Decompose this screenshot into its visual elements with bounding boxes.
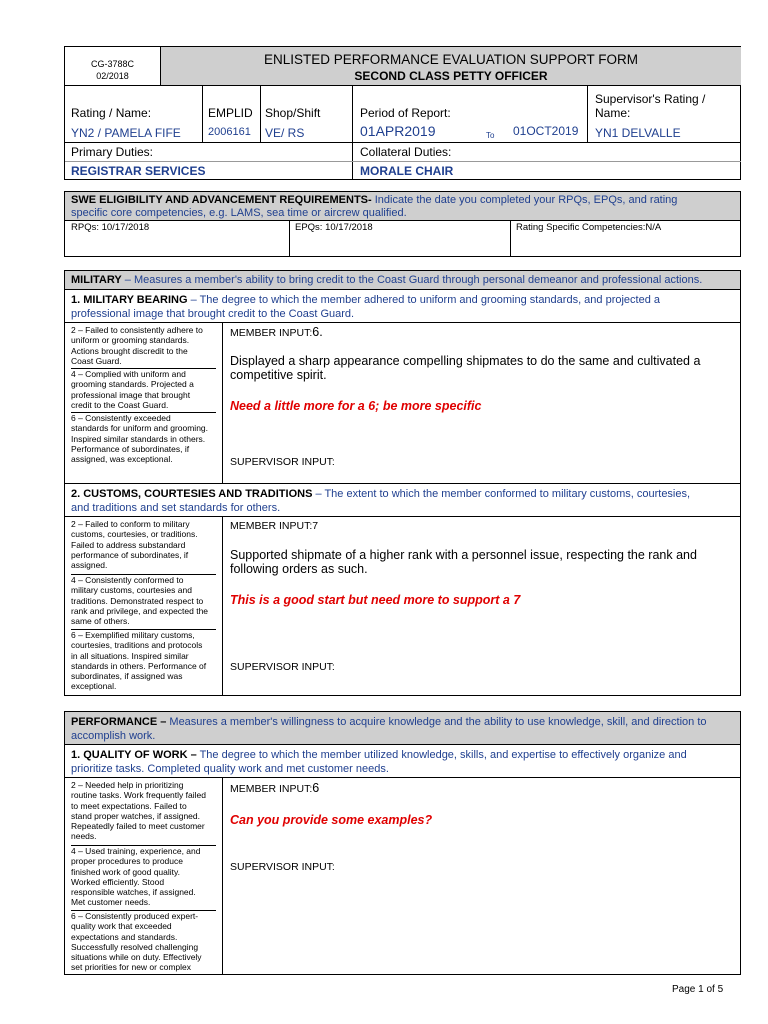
bearing-supervisor-input[interactable]: SUPERVISOR INPUT:	[230, 456, 335, 468]
quality-member-score: 6	[312, 781, 320, 795]
competencies-field[interactable]: Rating Specific Competencies:N/A	[516, 222, 662, 233]
customs-c4-line: same of others.	[71, 616, 130, 627]
bearing-desc-2: professional image that brought credit to the Coast Guard.	[71, 308, 355, 320]
period-from: 01APR2019	[360, 123, 436, 139]
customs-c6-line: subordinates, if assigned was	[71, 671, 183, 682]
quality-c2-line: 2 – Needed help in prioritizing	[71, 780, 184, 790]
performance-heading-text: PERFORMANCE –	[71, 716, 167, 728]
customs-desc-2: and traditions and set standards for others.	[71, 502, 281, 514]
quality-criteria-4	[71, 846, 221, 908]
customs-member-input[interactable]	[230, 520, 735, 607]
quality-c2-line: routine tasks. Work frequently failed	[71, 790, 206, 801]
performance-block	[64, 711, 741, 975]
bearing-title-line	[71, 294, 660, 306]
bearing-c4-line: 4 – Complied with uniform and	[71, 369, 186, 379]
form-date: 02/2018	[96, 71, 129, 81]
military-description: – Measures a member's ability to bring credit to the Coast Guard through personal demeanor and professional actions.	[124, 274, 703, 286]
primary-duties-value: REGISTRAR SERVICES	[71, 164, 206, 178]
quality-c6-line: set priorities for new or complex	[71, 962, 191, 973]
swe-instruction-1: Indicate the date you completed your RPQs, EPQs, and rating	[374, 194, 678, 206]
performance-desc-1: Measures a member's willingness to acquire knowledge and the ability to use knowledge, skill, and direction to	[169, 716, 707, 728]
period-to: 01OCT2019	[513, 124, 579, 138]
quality-comment: Can you provide some examples?	[230, 813, 433, 827]
bearing-c4-line: grooming standards. Projected a	[71, 379, 194, 390]
quality-desc-1: The degree to which the member utilized knowledge, skills, and expertise to effectively organize and	[199, 749, 687, 761]
shift-value: VE/ RS	[265, 126, 305, 140]
customs-comment: This is a good start but need more to support a 7	[230, 593, 521, 607]
performance-desc-2: accomplish work.	[71, 730, 156, 742]
bearing-member-text-2: competitive spirit.	[230, 368, 327, 382]
bearing-member-input[interactable]	[230, 325, 735, 413]
quality-c2-line: needs.	[71, 831, 97, 842]
bearing-member-text-1: Displayed a sharp appearance compelling shipmates to do the same and cultivated a	[230, 354, 701, 368]
bearing-c2-line: Coast Guard.	[71, 355, 122, 366]
customs-c2-line: assigned.	[71, 560, 108, 571]
bearing-criteria-2	[71, 325, 221, 366]
customs-criteria-6	[71, 630, 221, 692]
customs-c4-line: traditions. Demonstrated respect to	[71, 595, 204, 606]
quality-supervisor-input[interactable]: SUPERVISOR INPUT:	[230, 861, 335, 873]
bearing-c4-line: professional image that brought	[71, 389, 191, 400]
quality-title-line	[71, 749, 687, 761]
bearing-comment: Need a little more for a 6; be more specific	[230, 399, 482, 413]
quality-c2-line: to meet expectations. Failed to	[71, 800, 187, 811]
quality-c4-line: 4 – Used training, experience, and	[71, 846, 201, 856]
bearing-desc-1: – The degree to which the member adhered to uniform and grooming standards, and projected a	[190, 294, 661, 306]
customs-c2-line: performance of subordinates, if	[71, 549, 189, 560]
epqs-field[interactable]: EPQs: 10/17/2018	[295, 222, 373, 233]
quality-c4-line: Met customer needs.	[71, 897, 151, 908]
bearing-c6-line: assigned, was exceptional.	[71, 454, 173, 465]
quality-c2-line: stand proper watches, if assigned.	[71, 810, 200, 821]
period-label: Period of Report:	[360, 106, 451, 120]
collateral-duties-value: MORALE CHAIR	[360, 164, 454, 178]
customs-c6-line: courtesies, traditions and protocols	[71, 640, 203, 651]
bearing-member-score: 6.	[312, 325, 323, 339]
quality-c6-line: expectations and standards.	[71, 931, 178, 942]
customs-criteria-4	[71, 575, 221, 626]
bearing-member-label: MEMBER INPUT:	[230, 327, 313, 339]
supervisor-label: Supervisor's Rating / Name:	[595, 92, 706, 120]
primary-duties-label: Primary Duties:	[71, 145, 154, 159]
quality-c6-line: quality work that exceeded	[71, 921, 172, 932]
quality-c4-line: Worked efficiently. Stood	[71, 876, 165, 887]
info-block	[64, 85, 741, 180]
quality-c2-line: Repeatedly failed to meet customer	[71, 821, 205, 832]
customs-c6-line: exceptional.	[71, 681, 117, 692]
customs-title-line	[71, 488, 690, 500]
bearing-c6-line: standards for uniform and grooming.	[71, 423, 209, 434]
bearing-c6-line: 6 – Consistently exceeded	[71, 413, 171, 423]
bearing-criteria-4	[71, 369, 221, 410]
form-title: ENLISTED PERFORMANCE EVALUATION SUPPORT FORM	[263, 52, 639, 67]
military-heading-text: MILITARY	[71, 274, 122, 286]
customs-member-text-1: Supported shipmate of a higher rank with a personnel issue, respecting the rank and	[230, 548, 697, 562]
military-heading	[71, 274, 702, 286]
quality-c6-line: Successfully resolved challenging	[71, 941, 199, 952]
customs-c2-line: Failed to address substandard	[71, 539, 186, 550]
emplid-label: EMPLID	[208, 106, 253, 120]
bearing-title: 1. MILITARY BEARING	[71, 294, 188, 306]
customs-member-label: MEMBER INPUT:7	[230, 520, 319, 532]
customs-c4-line: rank and privilege, and expected the	[71, 605, 209, 616]
quality-c4-line: finished work of good quality.	[71, 866, 180, 877]
bearing-c2-line: uniform or grooming standards.	[71, 335, 190, 346]
shift-label: Shop/Shift	[265, 106, 321, 120]
page-number: Page 1 of 5	[672, 984, 724, 995]
customs-member-text-2: following orders as such.	[230, 562, 368, 576]
customs-title: 2. CUSTOMS, COURTESIES AND TRADITIONS	[71, 488, 313, 500]
swe-heading-text: SWE ELIGIBILITY AND ADVANCEMENT REQUIREMENTS-	[71, 194, 372, 206]
customs-supervisor-input[interactable]: SUPERVISOR INPUT:	[230, 661, 335, 673]
header-block	[64, 46, 741, 86]
bearing-c4-line: credit to the Coast Guard.	[71, 399, 169, 410]
military-block	[64, 270, 741, 696]
customs-c4-line: military customs, courtesies and	[71, 585, 192, 596]
customs-c6-line: 6 – Exemplified military customs,	[71, 630, 195, 640]
emplid-value: 2006161	[208, 126, 251, 138]
quality-c4-line: responsible watches, if assigned.	[71, 887, 196, 898]
quality-desc-2: prioritize tasks. Completed quality work and met customer needs.	[71, 763, 389, 775]
period-to-label: To	[486, 131, 495, 140]
bearing-c2-line: 2 – Failed to consistently adhere to	[71, 325, 203, 335]
swe-heading	[71, 194, 736, 207]
quality-member-label: MEMBER INPUT:	[230, 783, 313, 795]
bearing-c6-line: Performance of subordinates, if	[71, 443, 190, 454]
quality-criteria-2	[71, 780, 221, 842]
customs-criteria-2	[71, 519, 221, 570]
collateral-duties-label: Collateral Duties:	[360, 145, 452, 159]
swe-instruction-2: specific core competencies, e.g. LAMS, sea time or aircrew qualified.	[71, 207, 407, 219]
customs-c6-line: in all situations. Inspired similar	[71, 650, 189, 661]
customs-c2-line: customs, courtesies, or traditions.	[71, 529, 198, 540]
form-id: CG-3788C	[90, 59, 135, 69]
bearing-c2-line: Actions brought discredit to the	[71, 345, 188, 356]
bearing-c6-line: Inspired similar standards in others.	[71, 433, 206, 444]
customs-desc-1: – The extent to which the member conformed to military customs, courtesies,	[315, 488, 691, 500]
rating-label: Rating / Name:	[71, 106, 152, 120]
quality-c6-line: 6 – Consistently produced expert-	[71, 911, 199, 921]
performance-heading	[71, 716, 707, 728]
quality-criteria-6	[71, 911, 221, 973]
bearing-criteria-6	[71, 413, 221, 464]
quality-title: 1. QUALITY OF WORK –	[71, 749, 197, 761]
form-subtitle: SECOND CLASS PETTY OFFICER	[354, 69, 548, 83]
supervisor-value: YN1 DELVALLE	[595, 126, 681, 140]
rating-value: YN2 / PAMELA FIFE	[71, 126, 181, 140]
quality-member-input[interactable]	[230, 781, 735, 827]
swe-block	[64, 191, 741, 257]
quality-c6-line: situations while on duty. Effectively	[71, 952, 202, 963]
customs-c2-line: 2 – Failed to conform to military	[71, 519, 190, 529]
customs-c4-line: 4 – Consistently conformed to	[71, 575, 184, 585]
quality-c4-line: proper procedures to produce	[71, 856, 183, 867]
customs-c6-line: standards in others. Performance of	[71, 660, 207, 671]
rpqs-field[interactable]: RPQs: 10/17/2018	[71, 222, 150, 233]
